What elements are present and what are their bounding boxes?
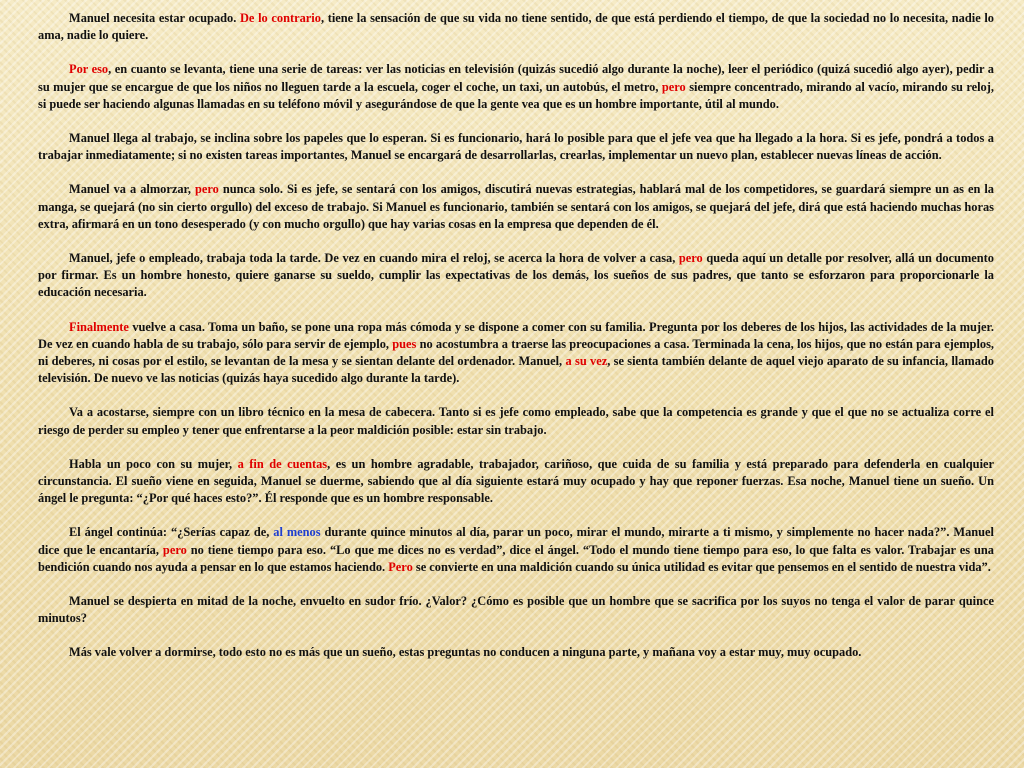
text-run: vuelve a casa. Toma un baño, se pone una ropa más cómoda y se dispone a comer con su familia. Pregunta por los deberes de los hijos, las actividades de la mujer. De vez en cuando habla de su trabajo, sólo para servir de ejemplo, (38, 319, 994, 351)
paragraph (38, 644, 994, 661)
text-run: Manuel, jefe o empleado, trabaja toda la tarde. De vez en cuando mira el reloj, se acerca la hora de volver a casa, (69, 251, 679, 266)
highlighted-connector: al menos (273, 525, 321, 540)
text-run: Habla un poco con su mujer, (69, 456, 238, 471)
text-run: , se sienta también delante de aquel viejo aparato de su infancia, llamado televisión. De nuevo ve las noticias (quizás haya sucedido algo durante la tarde). (38, 354, 994, 386)
highlighted-connector: Por eso (69, 62, 109, 77)
highlighted-connector: Pero (388, 559, 413, 574)
paragraph (38, 250, 994, 302)
highlighted-connector: pero (195, 182, 219, 197)
paragraph (38, 61, 994, 113)
text-run: nunca solo. Si es jefe, se sentará con los amigos, discutirá nuevas estrategias, hablará mal de los competidores, se guardará siempre un as en la manga, se quejará (no sin cierto orgullo) del exceso de trabajo. Si Manuel es funcionario, también se sentará con los amigos, se quejará del jefe, dirá que está haciendo muchas horas extra, afirmará en un tono desesperado (y con mucho orgullo) que hay varias cosas en la empresa que dependen de él. (38, 182, 994, 231)
text-run: durante quince minutos al día, parar un poco, mirar el mundo, mirarte a ti mismo, y simplemente no hacer nada?”. Manuel dice que le encantaría, (38, 525, 994, 557)
slide-text-body (38, 10, 994, 760)
text-run: no acostumbra a traerse las preocupaciones a casa. Terminada la cena, los hijos, que no están para ejemplos, ni deberes, ni cosas por el estilo, se levantan de la mesa y se sientan delante del ordenador. Manuel, (38, 336, 994, 369)
highlighted-connector: Finalmente (69, 319, 129, 334)
paragraph (38, 524, 994, 576)
paragraph (38, 456, 994, 508)
highlighted-connector: pero (678, 251, 703, 266)
text-run: Más vale volver a dormirse, todo esto no es más que un sueño, estas preguntas no conducen a ninguna parte, y mañana voy a estar muy, muy ocupado. (69, 645, 862, 660)
highlighted-connector: De lo contrario (239, 11, 321, 25)
text-run: El ángel continúa: “¿Serías capaz de, (69, 525, 274, 540)
text-run: , es un hombre agradable, trabajador, cariñoso, que cuida de su familia y está preparado para defenderla en cualquier circunstancia. El sueño viene en seguida, Manuel se duerme, sabiendo que al día siguiente estará muy ocupado y hay que reponer fuerzas. Esa noche, Manuel tiene un sueño. Un ángel le pregunta: “¿Por qué haces esto?”. Él responde que es un hombre responsable. (38, 456, 995, 506)
text-run: , tiene la sensación de que su vida no tiene sentido, de que está perdiendo el tiempo, de que la sociedad no lo necesita, nadie lo ama, nadie lo quiere. (38, 11, 994, 43)
text-run: Manuel va a almorzar, (69, 182, 196, 197)
paragraph (38, 130, 994, 164)
text-run: no tiene tiempo para eso. “Lo que me dices no es verdad”, dice el ángel. “Todo el mundo tiene tiempo para eso, lo que falta es valor. Trabajar es una bendición cuando nos ayuda a pensar en lo que estamos haciendo. (38, 542, 994, 574)
text-run: se convierte en una maldición cuando su única utilidad es evitar que pensemos en el sentido de nuestra vida”. (412, 559, 991, 574)
highlighted-connector: pero (661, 79, 686, 94)
text-run: Va a acostarse, siempre con un libro técnico en la mesa de cabecera. Tanto si es jefe como empleado, sabe que la competencia es grande y que el que no se actualiza corre el riesgo de perder su empleo y tener que enfrentarse a la peor maldición posible: estar sin trabajo. (38, 405, 994, 437)
text-run: Manuel necesita estar ocupado. (69, 11, 240, 25)
paragraph (38, 404, 994, 438)
highlighted-connector: a fin de cuentas (237, 456, 328, 471)
paragraph (38, 319, 994, 388)
highlighted-connector: pues (392, 336, 417, 351)
text-run: siempre concentrado, mirando al vacío, mirando su reloj, si puede ser haciendo algunas llamadas en su teléfono móvil y asegurándose de que la gente vea que es un hombre importante, útil al mundo. (38, 79, 994, 111)
text-run: , en cuanto se levanta, tiene una serie de tareas: ver las noticias en televisión (quizás sucedió algo durante la noche), leer el periódico (quizá sucedió algo ayer), pedir a su mujer que se encargue de que los niños no lleguen tarde a la escuela, coger el coche, un taxi, un autobús, el metro, (38, 62, 994, 94)
paragraph (38, 181, 994, 233)
highlighted-connector: a su vez (565, 354, 608, 369)
paragraph (38, 593, 994, 627)
paragraph (38, 10, 994, 44)
text-run: Manuel llega al trabajo, se inclina sobre los papeles que lo esperan. Si es funcionario, hará lo posible para que el jefe vea que ha llegado a la hora. Si es jefe, pondrá a todos a trabajar inmediatamente; si no existen tareas importantes, Manuel se encargará de desarrollarlas, crearlas, implementar un nuevo plan, establecer nuevas líneas de acción. (38, 131, 994, 163)
highlighted-connector: pero (162, 542, 187, 557)
text-run: Manuel se despierta en mitad de la noche, envuelto en sudor frío. ¿Valor? ¿Cómo es posible que un hombre que se sacrifica por los suyos no tenga el valor de parar quince minutos? (38, 594, 994, 626)
text-run: queda aquí un detalle por resolver, allá un documento por firmar. Es un hombre honesto, quiere ganarse su sueldo, cumplir las expectativas de los demás, los sueños de sus padres, que tanto se esforzaron para proporcionarle la educación necesaria. (38, 251, 994, 300)
